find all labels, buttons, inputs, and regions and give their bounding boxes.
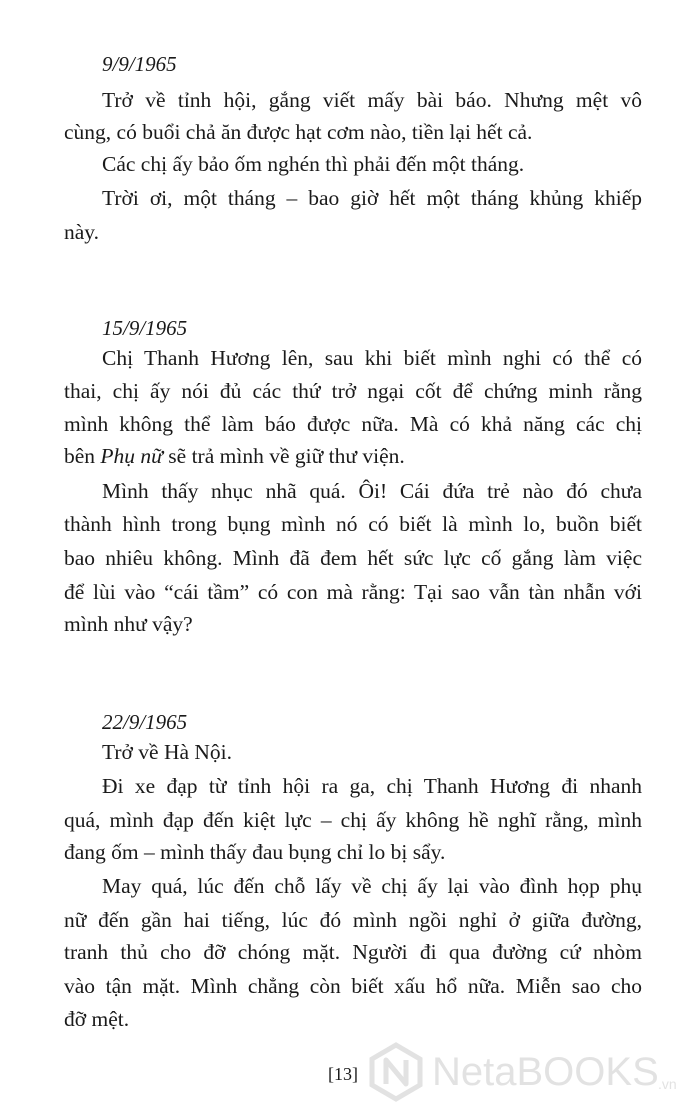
paragraph-line: Đi xe đạp từ tỉnh hội ra ga, chị Thanh Hương đi nhanh xyxy=(102,774,642,798)
paragraph-line: quá, mình đạp đến kiệt lực – chị ấy không hề nghĩ rằng, mình xyxy=(64,808,642,832)
paragraph-line: mình không thể làm báo được nữa. Mà có khả năng các chị xyxy=(64,412,642,436)
paragraph-line: Trở về tỉnh hội, gắng viết mấy bài báo. Nhưng mệt vô xyxy=(102,88,642,112)
text-fragment: bên xyxy=(64,444,96,468)
paragraph-line: bao nhiêu không. Mình đã đem hết sức lực cố gắng làm việc xyxy=(64,546,642,570)
paragraph-line: May quá, lúc đến chỗ lấy về chị ấy lại vào đình họp phụ xyxy=(102,874,642,898)
paragraph-line: Các chị ấy bảo ốm nghén thì phải đến một tháng. xyxy=(102,152,525,176)
paragraph-line: Chị Thanh Hương lên, sau khi biết mình nghi có thể có xyxy=(102,346,642,370)
netabooks-logo-icon xyxy=(366,1042,426,1107)
publication-title: Phụ nữ xyxy=(100,444,163,468)
text-fragment: sẽ trả mình về giữ thư viện. xyxy=(168,444,405,468)
paragraph-line: Mình thấy nhục nhã quá. Ôi! Cái đứa trẻ nào đó chưa xyxy=(102,479,642,503)
paragraph-line: vào tận mặt. Mình chẳng còn biết xấu hổ nữa. Miễn sao cho xyxy=(64,974,642,998)
paragraph-line: cùng, có buổi chả ăn được hạt cơm nào, tiền lại hết cả. xyxy=(64,120,533,144)
paragraph-line xyxy=(64,442,405,470)
paragraph-line: nữ đến gần hai tiếng, lúc đó mình ngồi nghỉ ở giữa đường, xyxy=(64,908,642,932)
paragraph-line: mình như vậy? xyxy=(64,612,193,636)
watermark-text: NetaBOOKS xyxy=(432,1050,659,1094)
paragraph-line: Trời ơi, một tháng – bao giờ hết một tháng khủng khiếp xyxy=(102,186,642,210)
paragraph-line: này. xyxy=(64,220,100,244)
paragraph-line: đang ốm – mình thấy đau bụng chỉ lo bị sẩy. xyxy=(64,840,446,864)
paragraph-line: để lùi vào “cái tầm” có con mà rằng: Tại sao vẫn tàn nhẫn với xyxy=(64,580,642,604)
paragraph-line: thai, chị ấy nói đủ các thứ trở ngại cốt để chứng minh rằng xyxy=(64,379,642,403)
entry-date: 22/9/1965 xyxy=(102,710,188,734)
paragraph-line: Trở về Hà Nội. xyxy=(102,740,233,764)
paragraph-line: đỡ mệt. xyxy=(64,1007,130,1031)
entry-date: 9/9/1965 xyxy=(102,52,177,76)
paragraph-line: tranh thủ cho đỡ chóng mặt. Người đi qua đường cứ nhòm xyxy=(64,940,642,964)
entry-date: 15/9/1965 xyxy=(102,316,188,340)
page-number: [13] xyxy=(328,1064,358,1084)
paragraph-line: thành hình trong bụng mình nó có biết là mình lo, buồn biết xyxy=(64,512,642,536)
watermark xyxy=(362,1040,692,1104)
watermark-suffix: .vn xyxy=(658,1076,677,1092)
